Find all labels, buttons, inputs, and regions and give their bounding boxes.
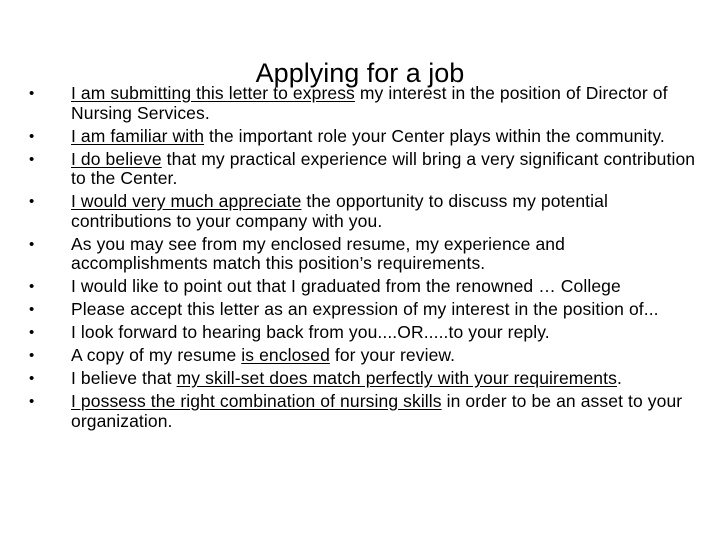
list-item: [27, 235, 697, 274]
list-item: [27, 84, 697, 123]
underlined-phrase: I am submitting this letter to express: [71, 83, 355, 103]
bullet-dot-icon: •: [29, 370, 35, 387]
bullet-list: [27, 84, 697, 435]
bullet-dot-icon: •: [29, 393, 35, 410]
bullet-text: for your review.: [329, 345, 456, 365]
underlined-phrase: I am familiar with: [71, 125, 205, 146]
underlined-phrase: I would very much appreciate: [71, 191, 302, 211]
underlined-phrase: I do believe: [71, 148, 162, 169]
list-item: [27, 277, 697, 297]
bullet-text: Please accept this letter as an expression of my interest in the position of...: [71, 299, 659, 319]
bullet-text: the opportunity to discuss my potential contributions to your company with you.: [71, 191, 608, 231]
bullet-dot-icon: •: [29, 193, 35, 210]
bullet-text: my interest in the position of Director of Nursing Services.: [71, 83, 668, 123]
bullet-dot-icon: •: [29, 150, 35, 168]
list-item: [27, 300, 697, 320]
list-item: [27, 369, 697, 389]
bullet-dot-icon: •: [29, 278, 35, 295]
bullet-text: A copy of my resume: [71, 345, 242, 365]
bullet-text: I believe that: [71, 368, 177, 388]
bullet-text: I look forward to hearing back from you....OR.....to your reply.: [71, 322, 550, 342]
list-item: [27, 150, 697, 189]
bullet-text: in order to be an asset to your organization.: [71, 391, 683, 431]
bullet-dot-icon: •: [29, 127, 35, 145]
list-item: [27, 346, 697, 366]
bullet-dot-icon: •: [29, 301, 35, 318]
underlined-phrase: is enclosed: [241, 345, 330, 365]
bullet-dot-icon: •: [29, 324, 35, 341]
bullet-text: the important role your Center plays within the community.: [204, 125, 665, 146]
list-item: [27, 192, 697, 231]
bullet-dot-icon: •: [29, 235, 35, 253]
bullet-dot-icon: •: [29, 85, 35, 102]
list-item: [27, 392, 697, 431]
bullet-text: I would like to point out that I graduated from the renowned … College: [71, 276, 621, 296]
bullet-text: that my practical experience will bring a very significant contribution to the Center.: [71, 148, 696, 188]
bullet-dot-icon: •: [29, 347, 35, 364]
list-item: [27, 323, 697, 343]
bullet-text: .: [616, 368, 622, 388]
slide-title: Applying for a job: [255, 58, 465, 89]
underlined-phrase: I possess the right combination of nursing skills: [71, 391, 442, 411]
list-item: [27, 127, 697, 147]
underlined-phrase: my skill-set does match perfectly with your requirements: [176, 368, 617, 388]
bullet-text: As you may see from my enclosed resume, my experience and accomplishments match this position’s requirements.: [71, 233, 565, 273]
